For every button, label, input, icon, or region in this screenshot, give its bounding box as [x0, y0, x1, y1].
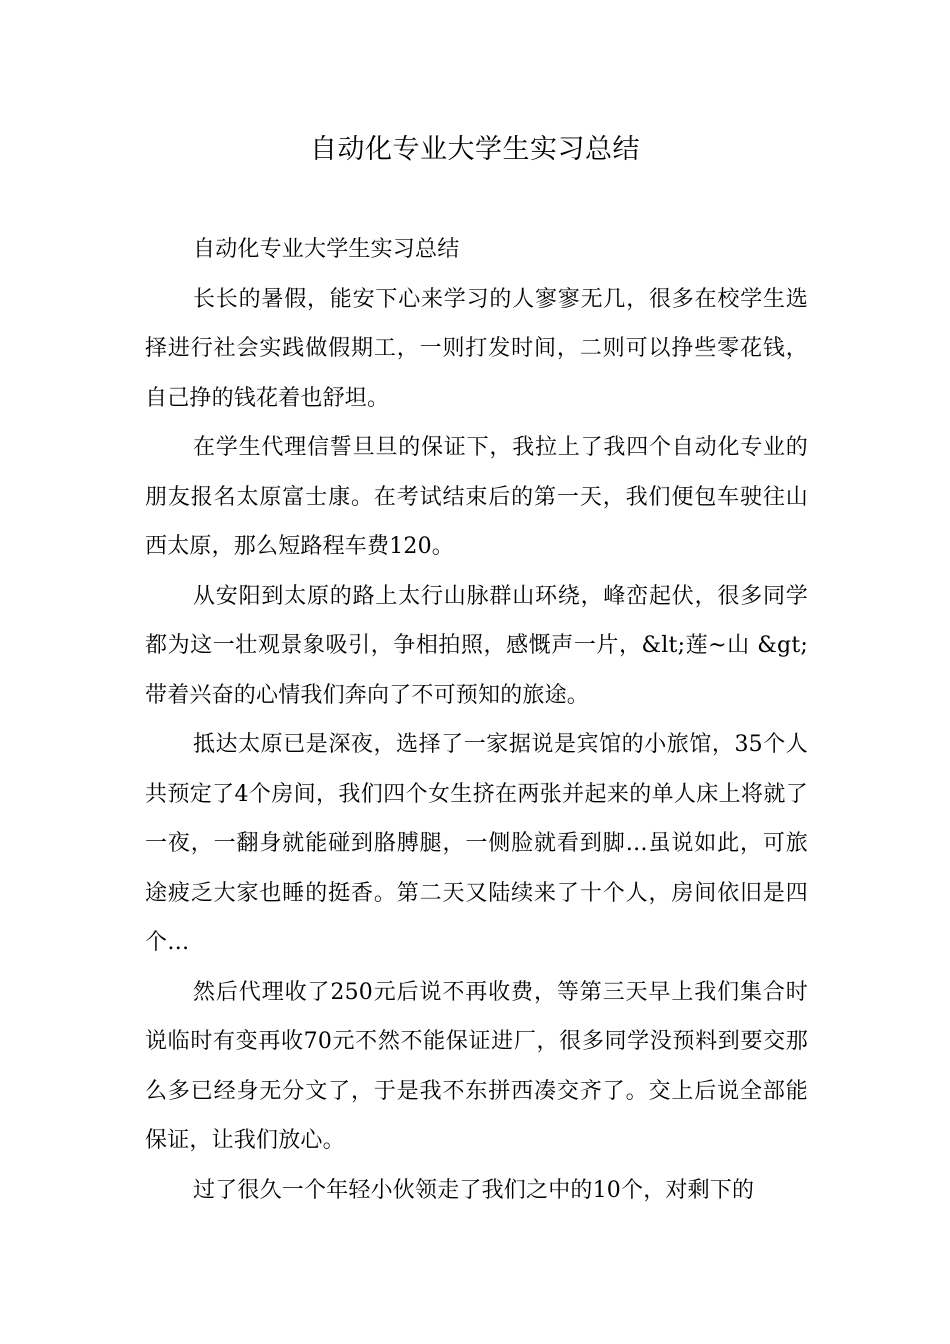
paragraph: 然后代理收了250元后说不再收费，等第三天早上我们集合时说临时有变再收70元不然不能保证进厂，很多同学没预料到要交那么多已经身无分文了，于是我不东拼西凑交齐了。交上后说全部能保证，让我们放心。 — [145, 979, 808, 1153]
paragraph-heading: 自动化专业大学生实习总结 — [193, 237, 460, 262]
document-title: 自动化专业大学生实习总结 — [310, 134, 640, 165]
paragraph: 从安阳到太原的路上太行山脉群山环绕，峰峦起伏，很多同学都为这一壮观景象吸引，争相拍照，感慨声一片，&lt;莲~山 &gt;带着兴奋的心情我们奔向了不可预知的旅途。 — [145, 583, 808, 708]
paragraph: 在学生代理信誓旦旦的保证下，我拉上了我四个自动化专业的朋友报名太原富士康。在考试结束后的第一天，我们便包车驶往山西太原，那么短路程车费120。 — [145, 435, 808, 559]
document-body — [145, 225, 808, 1215]
paragraph: 长长的暑假，能安下心来学习的人寥寥无几，很多在校学生选择进行社会实践做假期工，一则打发时间，二则可以挣些零花钱，自己挣的钱花着也舒坦。 — [145, 286, 808, 411]
paragraph: 过了很久一个年轻小伙领走了我们之中的10个，对剩下的 — [193, 1177, 755, 1203]
paragraph: 抵达太原已是深夜，选择了一家据说是宾馆的小旅馆，35个人共预定了4个房间，我们四个女生挤在两张并起来的单人床上将就了一夜，一翻身就能碰到胳膊腿，一侧脸就看到脚…虽说如此，可旅途疲乏大家也睡的挺香。第二天又陆续来了十个人，房间依旧是四个… — [145, 732, 808, 955]
